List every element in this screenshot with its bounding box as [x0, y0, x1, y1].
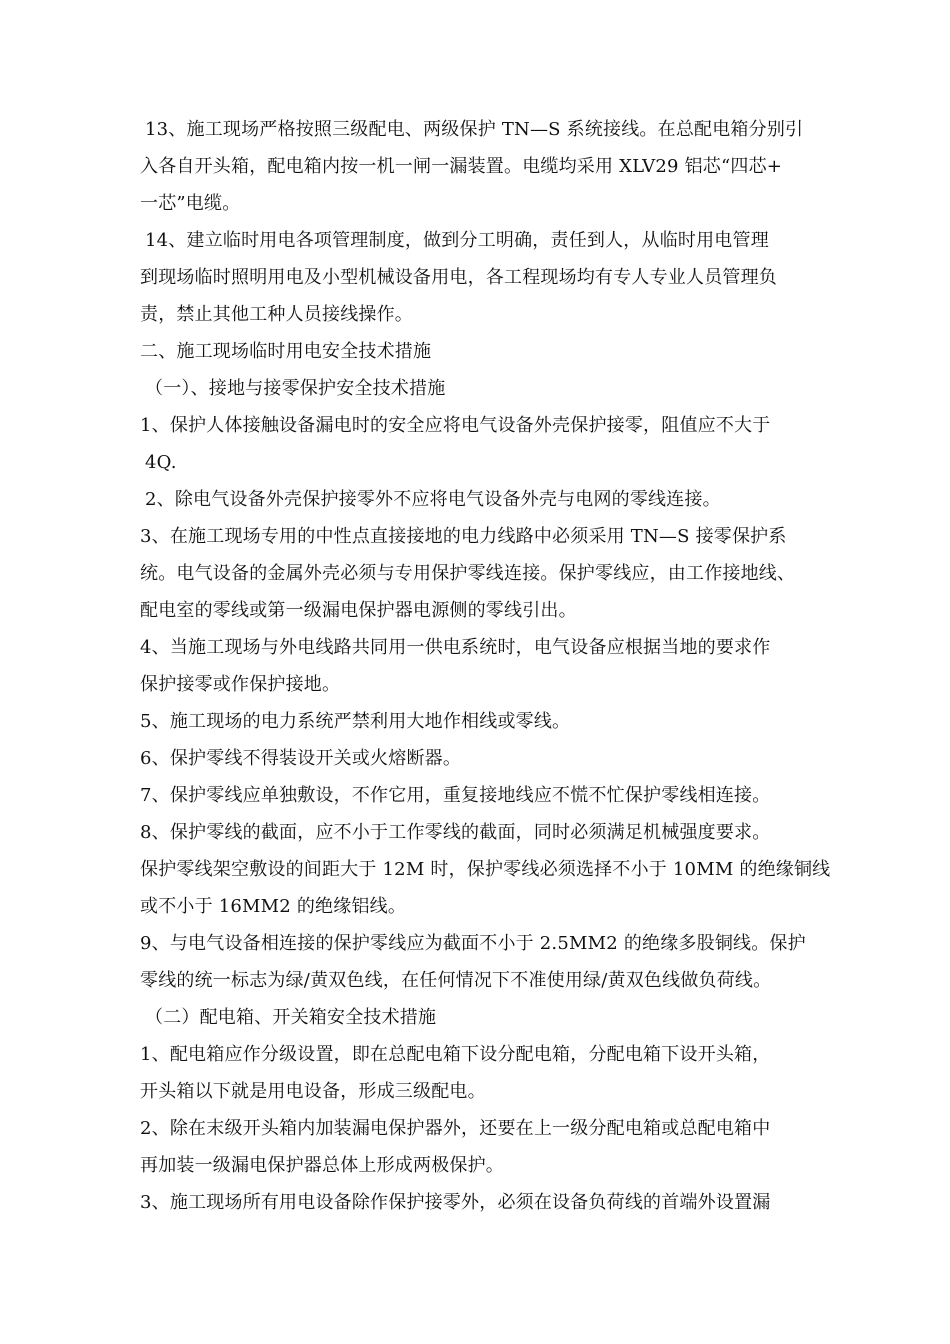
text-line: 7、保护零线应单独敷设，不作它用，重复接地线应不慌不忙保护零线相连接。: [140, 785, 771, 806]
text-line: 开头箱以下就是用电设备，形成三级配电。: [140, 1081, 486, 1102]
text-line: 再加装一级漏电保护器总体上形成两极保护。: [140, 1155, 504, 1176]
text-line: 或不小于 16MM2 的绝缘铝线。: [140, 896, 407, 917]
text-line: 13、施工现场严格按照三级配电、两级保护 TN—S 系统接线。在总配电箱分别引: [145, 119, 804, 140]
text-line: 保护接零或作保护接地。: [140, 674, 341, 695]
text-line: 2、除电气设备外壳保护接零外不应将电气设备外壳与电网的零线连接。: [145, 489, 721, 510]
text-line: 5、施工现场的电力系统严禁利用大地作相线或零线。: [140, 711, 571, 732]
subsection-heading: （一）、接地与接零保护安全技术措施: [145, 378, 446, 399]
text-line: 4、当施工现场与外电线路共同用一供电系统时，电气设备应根据当地的要求作: [140, 637, 771, 658]
text-line: 4Q.: [145, 452, 177, 473]
text-line: 入各自开头箱，配电箱内按一机一闸一漏装置。电缆均采用 XLV29 铝芯“四芯+: [140, 156, 783, 177]
text-line: 3、施工现场所有用电设备除作保护接零外，必须在设备负荷线的首端外设置漏: [140, 1192, 771, 1213]
text-line: 一芯”电缆。: [140, 193, 241, 214]
text-line: 2、除在末级开头箱内加装漏电保护器外，还要在上一级分配电箱或总配电箱中: [140, 1118, 771, 1139]
text-line: 保护零线架空敷设的间距大于 12M 时，保护零线必须选择不小于 10MM 的绝缘铜线: [140, 859, 831, 880]
text-line: 责，禁止其他工种人员接线操作。: [140, 304, 413, 325]
text-line: 8、保护零线的截面，应不小于工作零线的截面，同时必须满足机械强度要求。: [140, 822, 771, 843]
text-line: 6、保护零线不得装设开关或火熔断器。: [140, 748, 462, 769]
text-line: 零线的统一标志为绿/黄双色线，在任何情况下不准使用绿/黄双色线做负荷线。: [140, 970, 772, 991]
text-line: 到现场临时照明用电及小型机械设备用电，各工程现场均有专人专业人员管理负: [140, 267, 777, 288]
text-line: 统。电气设备的金属外壳必须与专用保护零线连接。保护零线应，由工作接地线、: [140, 563, 796, 584]
subsection-heading: （二）配电箱、开关箱安全技术措施: [145, 1007, 437, 1028]
text-line: 1、保护人体接触设备漏电时的安全应将电气设备外壳保护接零，阻值应不大于: [140, 415, 771, 436]
text-line: 9、与电气设备相连接的保护零线应为截面不小于 2.5MM2 的绝缘多股铜线。保护: [140, 933, 806, 954]
text-line: 3、在施工现场专用的中性点直接接地的电力线路中必须采用 TN—S 接零保护系: [140, 526, 787, 547]
text-line: 配电室的零线或第一级漏电保护器电源侧的零线引出。: [140, 600, 577, 621]
text-line: 14、建立临时用电各项管理制度，做到分工明确，责任到人，从临时用电管理: [145, 230, 769, 251]
text-line: 1、配电箱应作分级设置，即在总配电箱下设分配电箱，分配电箱下设开头箱，: [140, 1044, 771, 1065]
section-heading: 二、施工现场临时用电安全技术措施: [140, 341, 432, 362]
